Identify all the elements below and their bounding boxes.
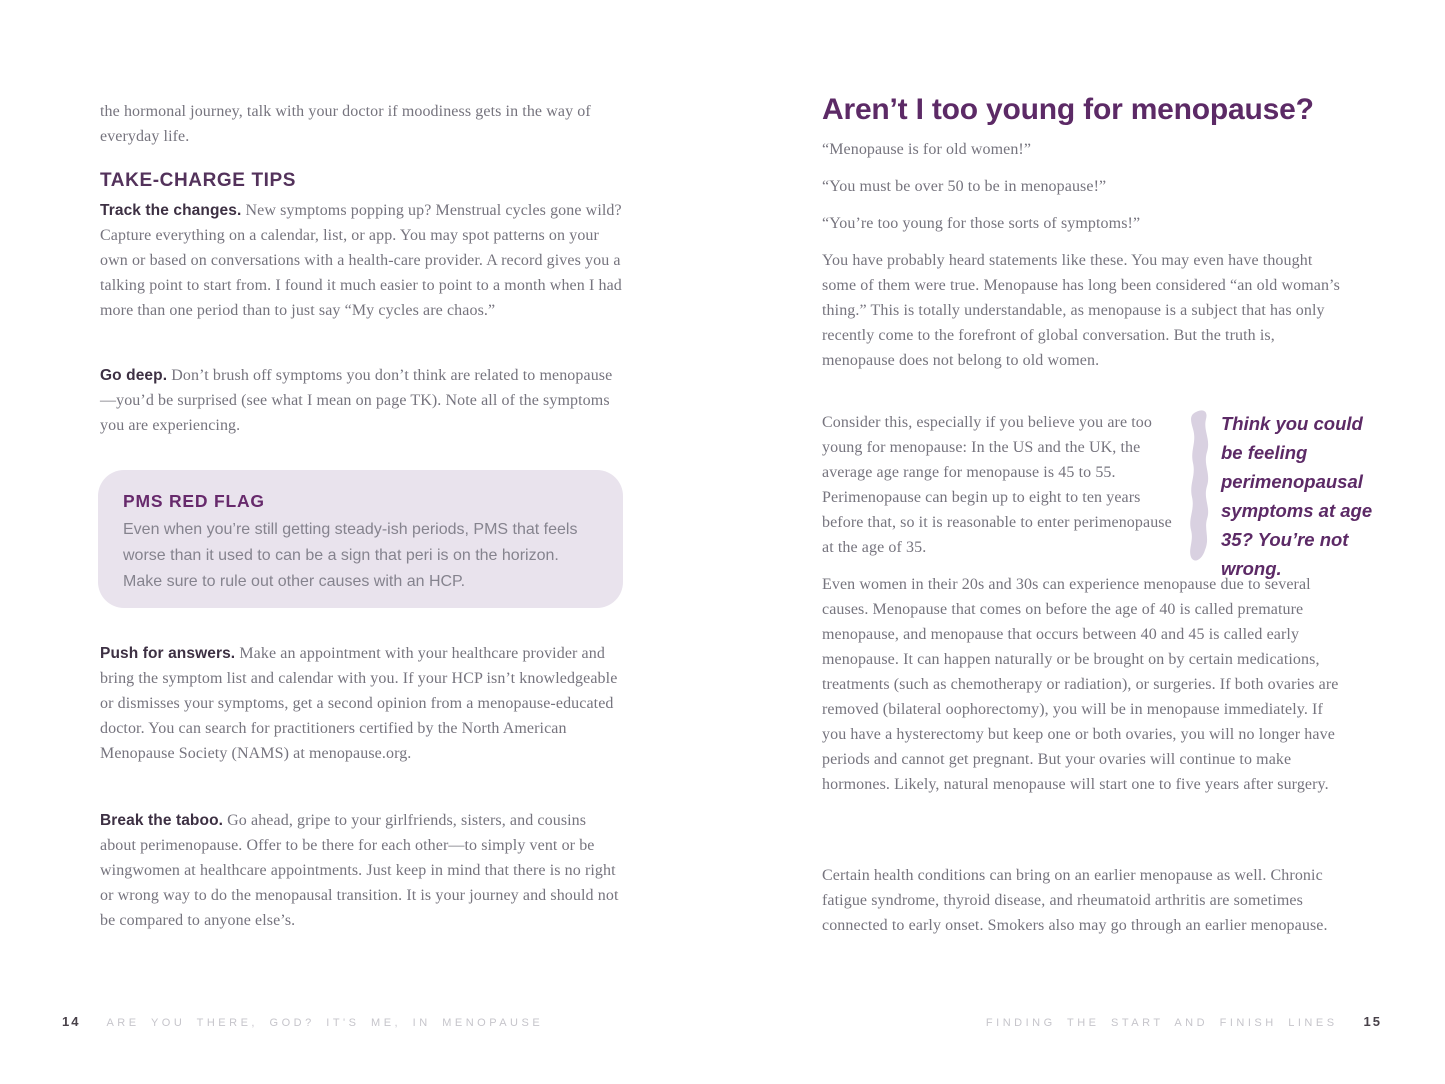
footer-left [62, 1014, 622, 1029]
tip-paragraph [100, 641, 624, 766]
body-paragraph: Even women in their 20s and 30s can experience menopause due to several causes. Menopause that comes on before the age of 40 is called premature menopause, and menopause that occurs between 40 and 45 is called early menopause. It can happen naturally or be brought on by certain medications, treatments (such as chemotherapy or radiation), or surgeries. If both ovaries are removed (bilateral oophorectomy), you will be in menopause immediately. If you have a hysterectomy but keep one or both ovaries, you will no longer have periods and cannot get pregnant. But your ovaries will continue to make hormones. Likely, natural menopause will start one to five years after surgery. [822, 576, 1339, 793]
pms-red-flag-box [98, 470, 623, 608]
body-paragraph: Consider this, especially if you believe you are too young for menopause: In the US and the UK, the average age range for menopause is 45 to 55. Perimenopause can begin up to eight to ten years before that, so it is reasonable to enter perimenopause at the age of 35. [822, 414, 1172, 556]
tip-paragraph [100, 198, 624, 323]
tip-body: New symptoms popping up? Menstrual cycles gone wild? Capture everything on a calendar, list, or app. You may spot patterns on your own or based on conversations with a health-care provider. A record gives you a talking point to start from. I found it much easier to point to a month when I had more than one period than to just say “My cycles are chaos.” [100, 202, 622, 319]
body-paragraph: Certain health conditions can bring on an earlier menopause as well. Chronic fatigue syndrome, thyroid disease, and rheumatoid arthritis are sometimes connected to early onset. Smokers also may go through an earlier menopause. [822, 867, 1328, 934]
pull-quote: Think you could be feeling perimenopausal symptoms at age 35? You’re not wrong. [1221, 413, 1373, 579]
continuation-paragraph: the hormonal journey, talk with your doctor if moodiness gets in the way of everyday life. [100, 103, 591, 145]
running-title: FINDING THE START AND FINISH LINES [985, 1017, 1338, 1029]
running-title: ARE YOU THERE, GOD? IT'S ME, IN MENOPAUSE [106, 1017, 544, 1029]
tip-paragraph [100, 363, 624, 438]
footer-right [822, 1014, 1382, 1029]
page-number: 15 [1363, 1014, 1382, 1029]
quote-line: “You must be over 50 to be in menopause!” [822, 178, 1107, 195]
callout-box-title: PMS RED FLAG [123, 491, 265, 511]
tip-body: Make an appointment with your healthcare provider and bring the symptom list and calendar with you. If your HCP isn’t knowledgeable or dismisses your symptoms, get a second opinion from a menopause-educated doctor. You can search for practitioners certified by the North American Menopause Society (NAMS) at menopause.org. [100, 645, 618, 762]
tip-paragraph [100, 808, 624, 933]
chapter-heading: Aren’t I too young for menopause? [822, 93, 1314, 126]
page-number: 14 [62, 1014, 81, 1029]
body-paragraph: You have probably heard statements like these. You may even have thought some of them were true. Menopause has long been considered “an old woman’s thing.” This is totally understandable, as menopause is a subject that has only recently come to the forefront of global conversation. But the truth is, menopause does not belong to old women. [822, 252, 1340, 369]
quote-line: “You’re too young for those sorts of symptoms!” [822, 215, 1141, 232]
tip-lead: Push for answers. [100, 645, 236, 662]
tip-lead: Track the changes. [100, 202, 242, 219]
callout-box-body: Even when you’re still getting steady-ish periods, PMS that feels worse than it used to can be a sign that peri is on the horizon. Make sure to rule out other causes with an HCP. [123, 521, 578, 590]
tip-body: Go ahead, gripe to your girlfriends, sisters, and cousins about perimenopause. Offer to be there for each other—to simply vent or be wingwomen at healthcare appointments. Just keep in mind that there is no right or wrong way to do the menopausal transition. It is your journey and should not be compared to anyone else’s. [100, 812, 619, 929]
tip-body: Don’t brush off symptoms you don’t think are related to menopause—you’d be surprised (see what I mean on page TK). Note all of the symptoms you are experiencing. [100, 367, 613, 434]
section-heading: TAKE-CHARGE TIPS [100, 170, 297, 191]
quote-line: “Menopause is for old women!” [822, 141, 1032, 158]
tip-lead: Go deep. [100, 367, 168, 384]
tip-lead: Break the taboo. [100, 812, 224, 829]
brush-stroke-icon [1185, 408, 1215, 566]
